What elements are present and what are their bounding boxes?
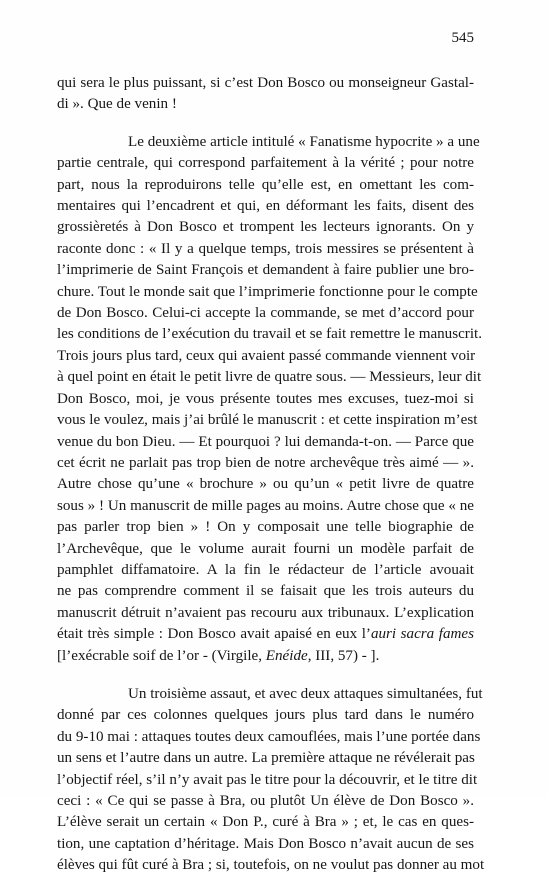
text-line: raconte donc : « Il y a quelque temps, trois messires se présentent à (57, 240, 474, 257)
text-fragment: [l’exécrable soif de l’or - (Virgile, (57, 647, 266, 664)
work-title: Enéide (265, 647, 308, 664)
text-fragment: , III, 57) - ]. (307, 647, 380, 664)
text-line: un sens et l’autre dans un autre. La première attaque ne révélerait pas (57, 750, 475, 767)
latin-quote: auri sacra fames (370, 626, 474, 643)
text-line: l’imprimerie de Saint François et demandent à faire publier une bro- (57, 262, 474, 279)
text-line: ceci : « Ce qui se passe à Bra, ou plutôt Un élève de Don Bosco ». (57, 793, 474, 809)
text-line: qui sera le plus puissant, si c’est Don Bosco ou monseigneur Gastal- (57, 75, 474, 91)
text-line: partie centrale, qui correspond parfaitement à la vérité ; pour notre (57, 155, 474, 172)
text-line: de Don Bosco. Celui-ci accepte la commande, se met d’accord pour (57, 305, 474, 322)
text-fragment: était très simple : Don Bosco avait apaisé en eux l’ (57, 626, 371, 643)
text-line: ne pas comprendre comment il se faisait que les trois auteurs du (57, 583, 474, 600)
text-line: l’objectif réel, s’il n’y avait pas le titre pour la découvrir, et le titre dit (57, 771, 478, 788)
page-number: 545 (451, 30, 474, 46)
text-line: tion, une captation d’héritage. Mais Don Bosco n’avait aucun de ses (57, 835, 474, 852)
text-line: Don Bosco, moi, je vous présente toutes mes excuses, tuez-moi si (57, 390, 474, 407)
text-line: du 9-10 mai : attaques toutes deux camouflées, mais l’une portée dans (57, 728, 481, 745)
paragraph-3 (57, 684, 485, 877)
text-line: venue du bon Dieu. — Et pourquoi ? lui demanda-t-on. — Parce que (57, 433, 474, 450)
text-line: cet écrit ne parlait pas trop bien de notre archevêque très aimé — ». (57, 454, 474, 471)
text-line: Un troisième assaut, et avec deux attaques simultanées, fut (128, 685, 483, 702)
text-line: donné par ces colonnes quelques jours plus tard dans le numéro (57, 707, 474, 724)
text-line: élèves qui fût curé à Bra ; si, toutefois, on ne voulut pas donner au mot (57, 857, 485, 874)
text-line: Trois jours plus tard, ceux qui avaient passé commande viennent voir (57, 347, 476, 364)
text-line: l’Archevêque, que le volume aurait fourni un modèle parfait de (57, 540, 474, 557)
paragraph-2 (57, 132, 482, 667)
text-line: sous » ! Un manuscrit de mille pages au moins. Autre chose que « ne (57, 497, 474, 514)
text-line: Le deuxième article intitulé « Fanatisme hypocrite » a une (128, 133, 480, 150)
text-line: L’élève serait un certain « Don P., curé à Bra » ; et, le cas en ques- (57, 814, 474, 831)
text-line: part, nous la reproduirons telle qu’elle est, en omettant les com- (57, 176, 474, 193)
text-line: vous le voulez, mais j’ai brûlé le manuscrit : et cette inspiration m’est (57, 412, 478, 429)
text-line: Autre chose qu’une « brochure » ou qu’un « petit livre de quatre (57, 476, 474, 493)
text-line: chure. Tout le monde sait que l’imprimerie fonctionne pour le compte (57, 283, 478, 300)
text-line: pas parler trop bien » ! On y composait une telle biographie de (57, 519, 474, 536)
text-line: grossièretés à Don Bosco et trompent les lecteurs ignorants. On y (57, 219, 474, 236)
text-line-with-italic (57, 624, 474, 645)
text-line: manuscrit détruit n’avaient pas recouru aux tribunaux. L’explication (57, 604, 474, 621)
paragraph-1 (57, 73, 474, 116)
body-text (57, 73, 485, 877)
text-line: di ». Que de venin ! (57, 96, 177, 113)
text-line: mentaires qui l’encadrent et qui, en déformant les faits, disent des (57, 198, 474, 215)
text-line: à quel point en était le petit livre de quatre sous. — Messieurs, leur dit (57, 369, 482, 386)
text-line: pamphlet diffamatoire. A la fin le rédacteur de l’article avouait (57, 561, 474, 578)
text-line: les conditions de l’exécution du travail et se fait remettre le manuscrit. (57, 326, 482, 343)
text-line-with-italic (57, 646, 474, 667)
